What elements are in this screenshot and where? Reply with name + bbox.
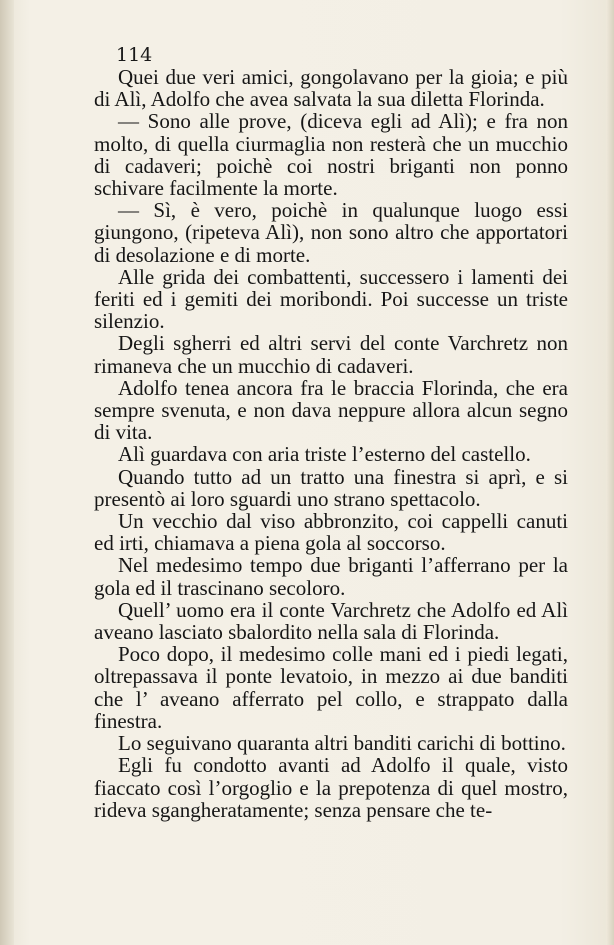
paragraph: Un vecchio dal viso abbronzito, coi cappelli canuti ed irti, chiamava a piena gola al soccorso.	[94, 509, 568, 556]
paragraph: Quei due veri amici, gongolavano per la gioia; e più di Alì, Adolfo che avea salvata la sua diletta Florinda.	[94, 65, 568, 112]
paragraph: Poco dopo, il medesimo colle mani ed i piedi legati, oltrepassava il ponte levatoio, in mezzo ai due banditi che l’ aveano afferrato pel collo, e strappato dalla finestra.	[94, 642, 568, 733]
page-spine-shadow	[0, 0, 14, 945]
paragraph: Lo seguivano quaranta altri banditi carichi di bottino.	[118, 731, 566, 756]
paragraph: — Sono alle prove, (diceva egli ad Alì); e fra non molto, di quella ciurmaglia non resterà che un mucchio di cadaveri; poichè coi nostri briganti non ponno schivare facilmente la morte.	[94, 109, 568, 201]
paragraph: Nel medesimo tempo due briganti l’afferrano per la gola ed il trascinano secoloro.	[94, 553, 568, 600]
paragraph: Egli fu condotto avanti ad Adolfo il quale, visto fiaccato così l’orgoglio e la prepotenza di quel mostro, rideva sgangheratamente; senza pensare che te-	[94, 753, 568, 822]
page-number: 114	[116, 44, 153, 66]
paragraph: Alì guardava con aria triste l’esterno del castello.	[118, 442, 531, 467]
page-edge-shadow	[606, 0, 614, 945]
body-text	[94, 66, 568, 821]
paragraph: — Sì, è vero, poichè in qualunque luogo essi giungono, (ripeteva Alì), non sono altro che apportatori di desolazione e di morte.	[94, 198, 568, 267]
paragraph: Quell’ uomo era il conte Varchretz che Adolfo ed Alì aveano lasciato sbalordito nella sala di Florinda.	[94, 597, 568, 645]
paragraph: Alle grida dei combattenti, successero i lamenti dei feriti ed i gemiti dei moribondi. Poi successe un triste silenzio.	[94, 264, 568, 334]
paragraph: Degli sgherri ed altri servi del conte Varchretz non rimaneva che un mucchio di cadaveri.	[94, 331, 568, 378]
paragraph: Adolfo tenea ancora fra le braccia Florinda, che era sempre svenuta, e non dava neppure allora alcun segno di vita.	[94, 375, 568, 445]
paragraph: Quando tutto ad un tratto una finestra si aprì, e si presentò ai loro sguardi uno strano spettacolo.	[94, 464, 568, 511]
